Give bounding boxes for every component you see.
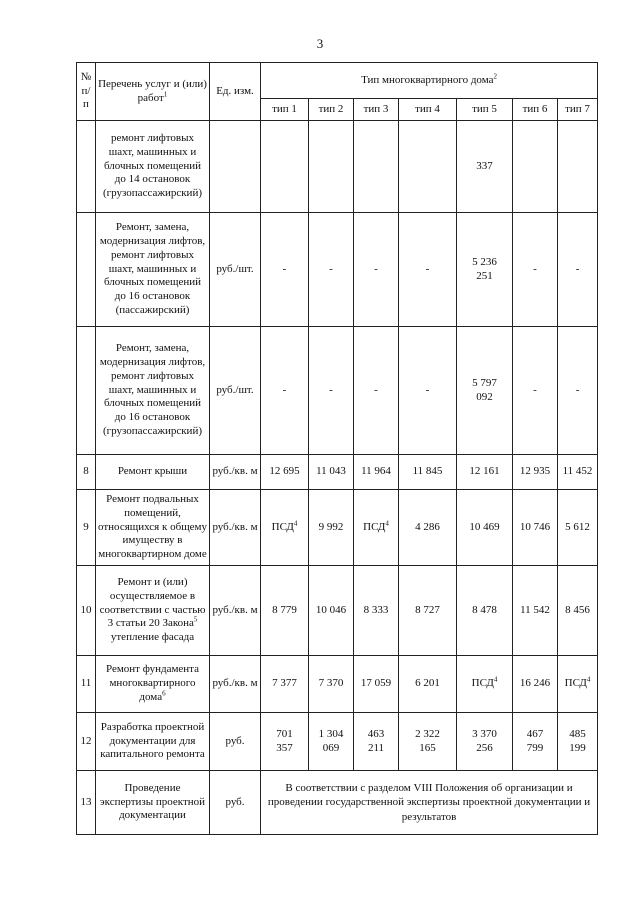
header-type-1: тип 1 [261,99,309,121]
table-row [77,327,598,455]
table-row [77,713,598,771]
row-unit: руб. [210,771,261,835]
cell-type-4: 2 322 165 [399,713,457,771]
row-num: 8 [77,455,96,490]
row-name: ремонт лифтовых шахт, машинных и блочных помещений до 14 остановок (грузопассажирский) [96,121,210,213]
cell-type-5: 5 797 092 [457,327,513,455]
cell-type-2: 10 046 [309,566,354,656]
cell-type-5: 337 [457,121,513,213]
row-num [77,121,96,213]
row-num: 11 [77,656,96,713]
row-num: 13 [77,771,96,835]
cell-type-3: ПСД$^4$ [354,490,399,566]
cell-type-3: 8 333 [354,566,399,656]
row-num [77,213,96,327]
header-num: № п/ п [77,63,96,121]
cell-type-4: - [399,213,457,327]
header-type-6: тип 6 [513,99,558,121]
cell-type-6: 467 799 [513,713,558,771]
table-row [77,656,598,713]
row-num [77,327,96,455]
cell-type-4: 6 201 [399,656,457,713]
cell-type-2: 11 043 [309,455,354,490]
row-num: 9 [77,490,96,566]
header-type-2: тип 2 [309,99,354,121]
cell-type-5: ПСД$^4$ [457,656,513,713]
row-name: Ремонт крыши [96,455,210,490]
cell-type-4: 8 727 [399,566,457,656]
cell-type-3: - [354,327,399,455]
header-name: Перечень услуг и (или) работ$^1$ [96,63,210,121]
cell-type-1: 8 779 [261,566,309,656]
cell-type-1: - [261,213,309,327]
header-type-group: Тип многоквартирного дома$^2$ [261,63,598,99]
row-unit: руб./кв. м [210,566,261,656]
header-unit: Ед. изм. [210,63,261,121]
header-type-5: тип 5 [457,99,513,121]
cell-type-1: - [261,327,309,455]
page-number: 3 [316,36,324,51]
row-unit [210,121,261,213]
row-unit: руб./кв. м [210,656,261,713]
cell-type-6: 12 935 [513,455,558,490]
row-name: Ремонт, замена, модернизация лифтов, ремонт лифтовых шахт, машинных и блочных помещений до 16 остановок (пассажирский) [96,213,210,327]
header-type-7: тип 7 [558,99,598,121]
row-name: Ремонт подвальных помещений, относящихся к общему имуществу в многоквартирном доме [96,490,210,566]
cell-type-4: 4 286 [399,490,457,566]
cell-type-6: - [513,327,558,455]
table-row [77,490,598,566]
row-unit: руб./шт. [210,213,261,327]
cell-type-4: - [399,327,457,455]
cell-type-7: - [558,327,598,455]
cell-type-7: 11 452 [558,455,598,490]
cell-type-3: 11 964 [354,455,399,490]
table-row [77,213,598,327]
row-name: Разработка проектной документации для капитального ремонта [96,713,210,771]
cell-type-2: - [309,327,354,455]
cell-type-6: 11 542 [513,566,558,656]
cell-type-5: 3 370 256 [457,713,513,771]
row-num: 10 [77,566,96,656]
table-row [77,455,598,490]
cell-type-2: 9 992 [309,490,354,566]
cell-type-2: - [309,213,354,327]
cell-type-7: 8 456 [558,566,598,656]
merged-note: В соответствии с разделом VIII Положения об организации и проведении государственной экспертизы проектной документации и результатов [261,771,598,835]
cell-type-3: - [354,213,399,327]
cell-type-6: 16 246 [513,656,558,713]
row-name: Ремонт, замена, модернизация лифтов, ремонт лифтовых шахт, машинных и блочных помещений до 16 остановок (грузопассажирский) [96,327,210,455]
cell-type-7: 485 199 [558,713,598,771]
header-type-4: тип 4 [399,99,457,121]
cell-type-5: 12 161 [457,455,513,490]
cell-type-7: 5 612 [558,490,598,566]
cell-type-4: 11 845 [399,455,457,490]
cell-type-3: 463 211 [354,713,399,771]
row-unit: руб./кв. м [210,490,261,566]
cell-type-1: ПСД$^4$ [261,490,309,566]
table-row [77,566,598,656]
cell-type-7: ПСД$^4$ [558,656,598,713]
cell-type-1: 701 357 [261,713,309,771]
row-name: Ремонт и (или) осуществляемое в соответствии с частью 3 статьи 20 Закона$^5$ утепление фасада [96,566,210,656]
row-unit: руб. [210,713,261,771]
cell-type-3: 17 059 [354,656,399,713]
row-unit: руб./шт. [210,327,261,455]
cell-type-5: 10 469 [457,490,513,566]
cell-type-5: 5 236 251 [457,213,513,327]
cell-type-1: 7 377 [261,656,309,713]
cell-type-5: 8 478 [457,566,513,656]
cell-type-2: 1 304 069 [309,713,354,771]
table-row [77,121,598,213]
cell-type-2: 7 370 [309,656,354,713]
table-row [77,771,598,835]
tariff-table [76,62,598,835]
header-row [77,63,598,99]
header-type-3: тип 3 [354,99,399,121]
row-unit: руб./кв. м [210,455,261,490]
row-num: 12 [77,713,96,771]
cell-type-6: 10 746 [513,490,558,566]
cell-type-1: 12 695 [261,455,309,490]
row-name: Ремонт фундамента многоквартирного дома$^6$ [96,656,210,713]
cell-type-7: - [558,213,598,327]
row-name: Проведение экспертизы проектной документации [96,771,210,835]
cell-type-6: - [513,213,558,327]
